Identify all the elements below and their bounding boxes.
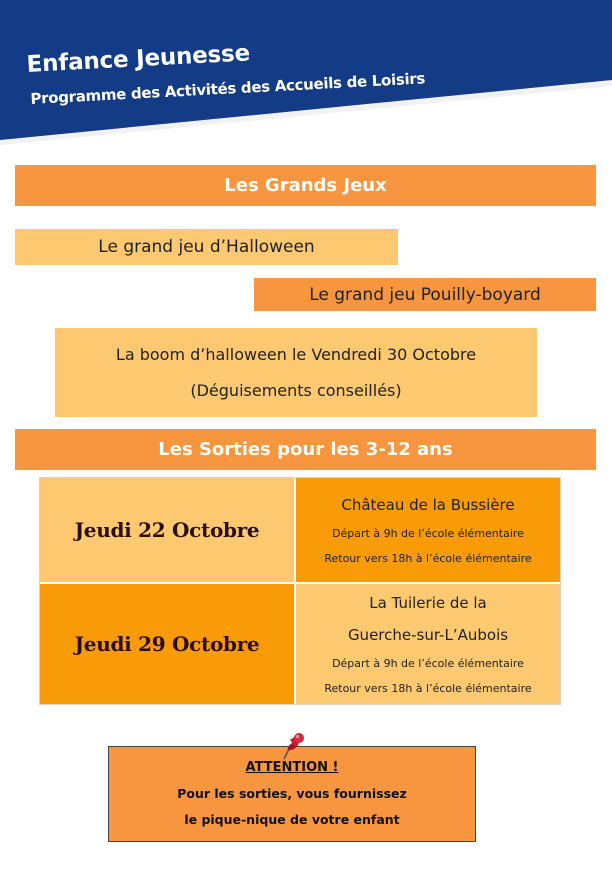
page-title: Enfance Jeunesse <box>26 40 251 78</box>
trip-return: Retour vers 18h à l’école élémentaire <box>324 682 532 695</box>
activity-pouilly-boyard-game <box>254 278 596 311</box>
activity-label: Le grand jeu d’Halloween <box>98 237 315 257</box>
section-heading-grands-jeux <box>15 165 596 206</box>
boom-label: La boom d’halloween le Vendredi 30 Octobre <box>115 345 477 364</box>
boom-note: (Déguisements conseillés) <box>190 381 402 400</box>
activity-label: Le grand jeu Pouilly-boyard <box>309 284 541 305</box>
trip-destination: Château de la Bussière <box>341 496 515 514</box>
attention-heading: ATTENTION ! <box>245 760 339 775</box>
activity-halloween-game <box>15 229 398 265</box>
trip-date: Jeudi 29 Octobre <box>74 632 260 656</box>
activity-halloween-boom <box>55 328 537 417</box>
trip-date: Jeudi 22 Octobre <box>74 518 260 542</box>
pushpin-icon <box>282 733 306 761</box>
trip-date-cell <box>40 478 294 582</box>
section-heading-sorties <box>15 429 596 470</box>
section-heading-label: Les Grands Jeux <box>224 175 387 196</box>
trip-return: Retour vers 18h à l’école élémentaire <box>324 552 532 565</box>
header-banner <box>0 0 612 160</box>
trip-departure: Départ à 9h de l’école élémentaire <box>332 657 524 670</box>
trip-date-cell <box>40 584 294 704</box>
attention-line: le pique-nique de votre enfant <box>184 812 400 827</box>
page-subtitle: Programme des Activités des Accueils de Loisirs <box>30 69 426 108</box>
trip-details-cell <box>296 584 560 704</box>
trip-departure: Départ à 9h de l’école élémentaire <box>332 527 524 540</box>
trip-destination: Guerche-sur-L’Aubois <box>347 626 509 644</box>
trip-details-cell <box>296 478 560 582</box>
section-heading-label: Les Sorties pour les 3-12 ans <box>158 439 453 460</box>
trips-table <box>39 477 561 705</box>
trip-destination: La Tuilerie de la <box>369 594 487 612</box>
attention-line: Pour les sorties, vous fournissez <box>177 786 407 801</box>
